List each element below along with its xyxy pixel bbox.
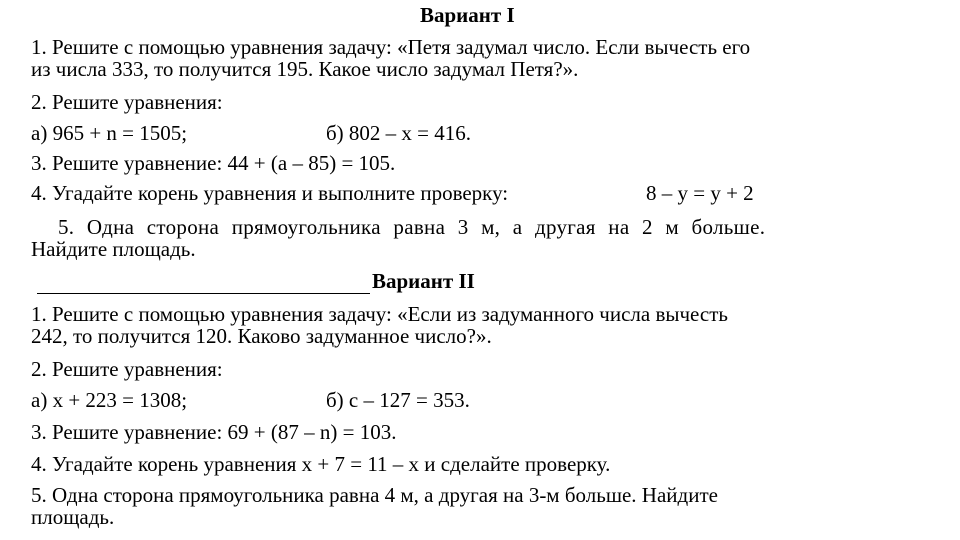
variant-2-title: Вариант II <box>372 269 475 293</box>
v1-task-5-line-2: Найдите площадь. <box>31 237 196 261</box>
v2-task-2-a: а) x + 223 = 1308; <box>31 388 188 412</box>
v1-task-2-heading: 2. Решите уравнения: <box>31 90 223 114</box>
v1-task-3: 3. Решите уравнение: 44 + (a – 85) = 105. <box>31 151 396 175</box>
v1-task-2-b: б) 802 – x = 416. <box>326 121 472 145</box>
variant-1-title: Вариант I <box>420 3 515 27</box>
v2-task-1-line-2: 242, то получится 120. Каково задуманное число?». <box>31 324 492 348</box>
v2-task-1-line-1: 1. Решите с помощью уравнения задачу: «Если из задуманного числа вычесть <box>31 302 728 326</box>
v1-task-2-a: а) 965 + n = 1505; <box>31 121 188 145</box>
v2-task-5-line-1: 5. Одна сторона прямоугольника равна 4 м, а другая на 3-м больше. Найдите <box>31 483 718 507</box>
v2-task-3: 3. Решите уравнение: 69 + (87 – n) = 103. <box>31 420 397 444</box>
v2-task-4: 4. Угадайте корень уравнения x + 7 = 11 – x и сделайте проверку. <box>31 452 611 476</box>
v1-task-1-line-2: из числа 333, то получится 195. Какое число задумал Петя?». <box>31 57 579 81</box>
v1-task-5-line-1 <box>58 216 921 238</box>
separator-line <box>37 293 370 294</box>
v2-task-2-heading: 2. Решите уравнения: <box>31 357 223 381</box>
v2-task-5-line-2: площадь. <box>31 505 115 529</box>
v2-task-2-b: б) c – 127 = 353. <box>326 388 470 412</box>
v1-task-4: 4. Угадайте корень уравнения и выполните проверку: <box>31 181 509 205</box>
v1-task-5-line-1-text: 5. Одна сторона прямоугольника равна 3 м, а другая на 2 м больше. <box>58 215 766 239</box>
v1-task-1-line-1: 1. Решите с помощью уравнения задачу: «Петя задумал число. Если вычесть его <box>31 35 751 59</box>
v1-task-4-equation: 8 – y = y + 2 <box>646 181 754 205</box>
